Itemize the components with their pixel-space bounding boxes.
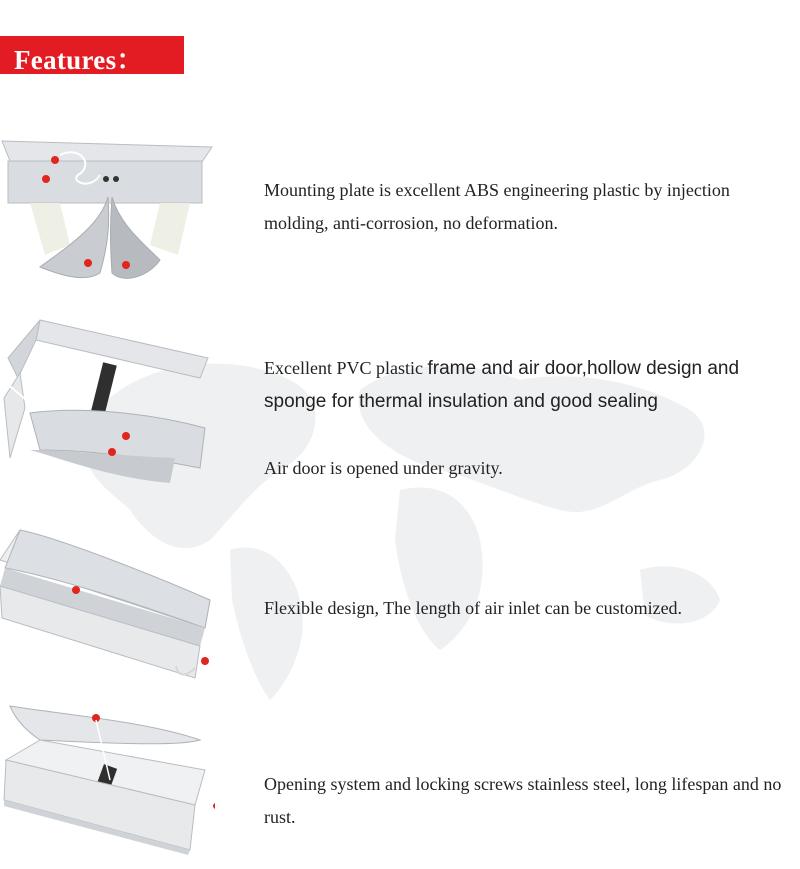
features-title: Features： xyxy=(14,45,144,75)
feature-opening-system-text xyxy=(264,768,794,834)
feature-gravity-description: Air door is opened under gravity. xyxy=(264,458,503,478)
feature-pvc-frame-serif-part: Excellent PVC plastic xyxy=(264,358,428,378)
feature-flexible-length xyxy=(0,528,800,683)
opening-system-photo xyxy=(0,700,215,855)
feature-flexible-length-description: Flexible design, The length of air inlet can be customized. xyxy=(264,598,683,618)
feature-opening-system xyxy=(0,700,800,860)
features-header xyxy=(0,36,184,74)
air-inlet-length-photo xyxy=(0,528,215,683)
feature-mounting-plate-text xyxy=(264,174,794,240)
feature-mounting-plate-description: Mounting plate is excellent ABS engineering plastic by injection molding, anti-corrosion, no deformation. xyxy=(264,180,730,233)
feature-flexible-length-text xyxy=(264,592,794,625)
feature-mounting-plate xyxy=(0,130,800,290)
feature-pvc-frame-text xyxy=(264,352,794,485)
feature-opening-system-description: Opening system and locking screws stainless steel, long lifespan and no rust. xyxy=(264,774,782,827)
feature-pvc-frame-description xyxy=(264,352,794,418)
feature-pvc-frame-sans-part: frame and air door,hollow design and sponge for thermal insulation and good sealing xyxy=(264,358,740,412)
feature-pvc-frame xyxy=(0,318,800,493)
abs-mounting-plate-photo xyxy=(0,135,215,285)
pvc-frame-air-door-photo xyxy=(0,318,215,488)
